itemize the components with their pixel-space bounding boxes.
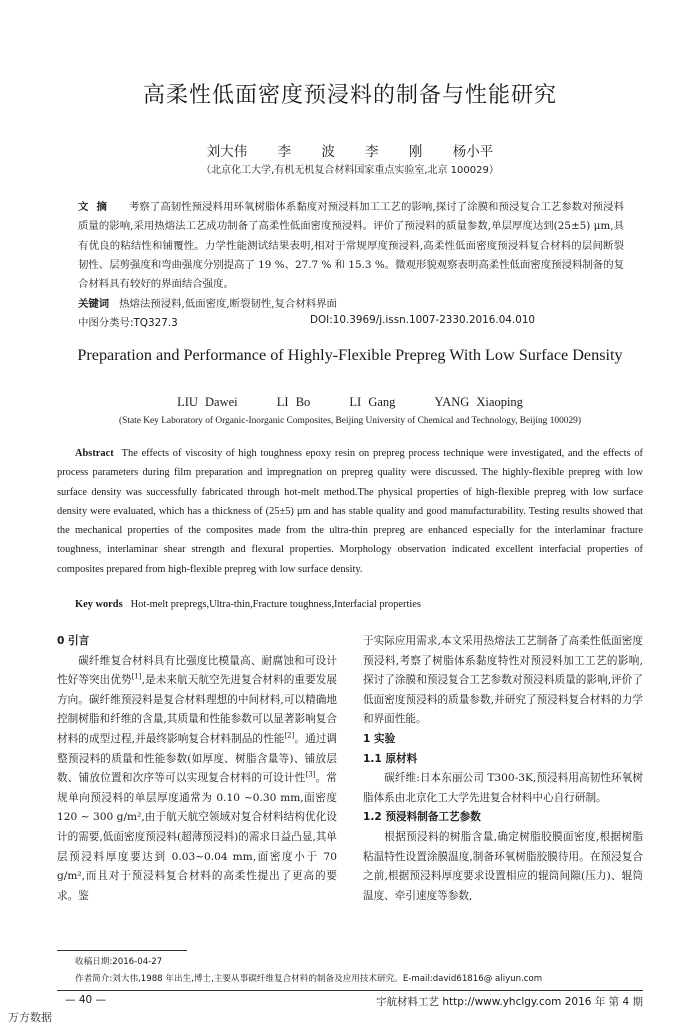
citation: [3] xyxy=(305,770,316,779)
journal-info: 宇航材料工艺 http://www.yhclgy.com 2016 年 第 4 期 xyxy=(376,996,643,1008)
classification-row xyxy=(78,314,624,329)
english-author: LI Gang xyxy=(349,395,396,409)
chinese-abstract-label: 文摘 xyxy=(78,201,115,213)
intro-text: 。常规单向预浸料的单层厚度通常为 0.10 ~0.30 mm,面密度 120 ~ 300 g/m²,由于航天航空领域对复合材料结构优化设计的需要,低面密度预浸料(超薄预浸料)的需求日益凸显,其单层预浸料厚度要达到 0.03~0.04 mm,面密度小于 70 g/m²,而且对于预浸料复合材料的高柔性提出了更高的要求。鉴 xyxy=(57,772,338,902)
intro-continuation: 于实际应用需求,本文采用热熔法工艺制备了高柔性低面密度预浸料,考察了树脂体系黏度特性对预浸料加工工艺的影响,探讨了涂膜和预浸复合工艺参数对预浸料质量的影响,评价了低面密度预浸料的质量参数,并研究了预浸料复合材料的力学和界面性能。 xyxy=(363,635,643,726)
english-keywords-label: Key words xyxy=(75,599,123,610)
citation: [1] xyxy=(131,672,142,681)
english-affiliation: (State Key Laboratory of Organic-Inorganic Composites, Beijing University of Chemical and Technology, Beijing 100029) xyxy=(119,416,581,426)
clc-number: 中图分类号:TQ327.3 xyxy=(78,317,178,329)
chinese-keywords-text: 热熔法预浸料,低面密度,断裂韧性,复合材料界面 xyxy=(119,298,337,310)
english-abstract-text: The effects of viscosity of high toughness epoxy resin on prepreg process technique were investigated, and the effects of process parameters during film preparation and impregnation on prepreg quality were discussed. The highly-flexible prepreg with low surface density was successfully fabricated through hot-melt method.The physical properties of high-flexible prepreg with low surface density were evaluated, which has a thickness of (25±5) μm and has stable quality and good manufacturability. Testing results showed that the mechanical properties of the composites made from the ultra-thin prepreg are enhanced especially for the interlaminar fracture toughness, interlaminar shear strength and flexural properties. Morphology observation indicated excellent interfacial properties of composites prepared from high-flexible prepreg with low surface density. xyxy=(57,448,643,575)
english-author: LI Bo xyxy=(276,395,311,409)
doi: DOI:10.3969/j.issn.1007-2330.2016.04.010 xyxy=(310,314,536,326)
section-heading-experiment: 1 实验 xyxy=(363,732,396,745)
subsection-heading-process: 1.2 预浸料制备工艺参数 xyxy=(363,811,481,824)
english-keywords xyxy=(75,599,635,610)
chinese-affiliation: （北京化工大学,有机无机复合材料国家重点实验室,北京 100029） xyxy=(201,165,499,176)
intro-text: ,是未来航天航空先进复合材料的重要发展方向。碳纤维预浸料是复合材料理想的中间材料,可以精确地控制树脂和纤维的含量,其质量和性能参数可以显著影响复合材料的成型过程,并最终影响复合材料制品的性能 xyxy=(57,674,338,745)
citation: [2] xyxy=(284,731,295,740)
watermark-text: 万方数据 xyxy=(8,1011,52,1024)
chinese-keywords-label: 关键词 xyxy=(78,298,110,310)
english-author: YANG Xiaoping xyxy=(434,395,523,409)
chinese-keywords xyxy=(78,295,624,310)
english-author: LIU Dawei xyxy=(177,395,238,409)
chinese-abstract xyxy=(78,198,624,294)
english-title: Preparation and Performance of Highly-Flexible Prepreg With Low Surface Density xyxy=(77,346,623,364)
chinese-abstract-text: 考察了高韧性预浸料用环氧树脂体系黏度对预浸料加工工艺的影响,探讨了涂膜和预浸复合工艺参数对预浸料质量的影响,采用热熔法工艺成功制备了高柔性低面密度预浸料。评价了预浸料的质量参数,单层厚度达到(25±5) μm,具有优良的粘结性和铺覆性。力学性能测试结果表明,相对于常规厚度预浸料,高柔性低面密度预浸料复合材料的层间断裂韧性、层剪强度和弯曲强度分别提高了 19 %、27.7 % 和 15.3 %。微观形貌观察表明高柔性低面密度预浸料制备的复合材料具有较好的界面结合强度。 xyxy=(78,201,624,291)
materials-paragraph: 碳纤维:日本东丽公司 T300-3K,预浸料用高韧性环氧树脂体系由北京化工大学先进复合材料中心自行研制。 xyxy=(363,772,643,804)
body-right-column xyxy=(363,632,643,906)
section-heading-introduction: 0 引言 xyxy=(57,635,90,647)
footnote-divider xyxy=(57,950,187,951)
author-bio: 作者简介:刘大伟,1988 年出生,博士,主要从事碳纤维复合材料的制备及应用技术研究。E-mail:david61816@ aliyun.com xyxy=(75,974,543,984)
page-number: — 40 — xyxy=(65,994,107,1006)
footnotes xyxy=(75,954,645,988)
english-abstract xyxy=(57,444,643,579)
body-left-column xyxy=(57,632,337,906)
footer-divider xyxy=(57,990,643,991)
intro-text: 。通过调整预浸料的质量和性能参数(如厚度、树脂含量等)、铺放层数、铺放位置和次序等可以实现复合材料的可设计性 xyxy=(57,732,338,785)
intro-text: 碳纤维复合材料具有比强度比模量高、耐腐蚀和可设计性好等突出优势 xyxy=(57,654,337,687)
english-keywords-text: Hot-melt prepregs,Ultra-thin,Fracture toughness,Interfacial properties xyxy=(130,599,421,610)
english-authors xyxy=(0,395,700,410)
intro-paragraph xyxy=(57,652,337,907)
chinese-title: 高柔性低面密度预浸料的制备与性能研究 xyxy=(142,83,557,108)
received-date: 收稿日期:2016-04-27 xyxy=(75,957,163,967)
chinese-authors: 刘大伟 李 波 李 刚 杨小平 xyxy=(206,144,494,160)
english-abstract-label: Abstract xyxy=(75,448,114,459)
subsection-heading-materials: 1.1 原材料 xyxy=(363,752,418,765)
process-paragraph: 根据预浸料的树脂含量,确定树脂胶膜面密度,根据树脂粘温特性设置涂膜温度,制备环氧树脂胶膜待用。在预浸复合之前,根据预浸料厚度要求设置相应的辊筒间隙(压力)、辊筒温度、牵引速度等参数, xyxy=(363,830,643,902)
